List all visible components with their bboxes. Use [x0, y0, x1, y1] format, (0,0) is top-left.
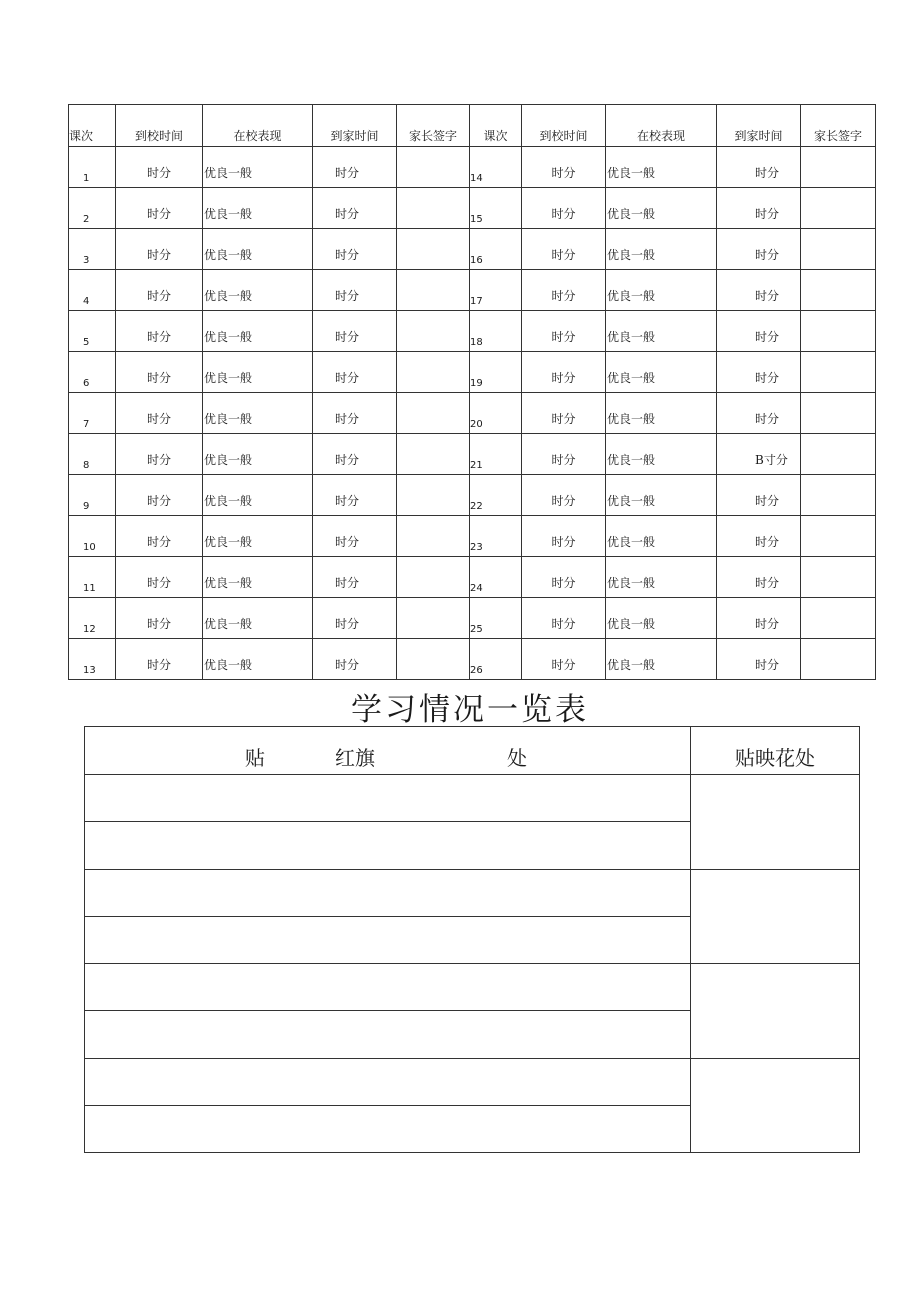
lesson-number: 17 — [470, 270, 522, 311]
arrive-school-time: 时分 — [522, 352, 606, 393]
sticker-cell[interactable] — [691, 775, 860, 869]
lesson-number: 9 — [69, 475, 116, 516]
parent-signature[interactable] — [801, 475, 876, 516]
header-performance: 在校表现 — [203, 105, 313, 147]
performance-grade: 优良一般 — [203, 475, 313, 516]
parent-signature[interactable] — [397, 516, 470, 557]
header-arrive-home: 到家时间 — [717, 105, 801, 147]
lesson-number: 23 — [470, 516, 522, 557]
attendance-row — [69, 393, 876, 434]
lesson-number: 6 — [69, 352, 116, 393]
arrive-school-time: 时分 — [522, 229, 606, 270]
performance-grade: 优良一般 — [203, 311, 313, 352]
attendance-row — [69, 475, 876, 516]
lesson-number: 3 — [69, 229, 116, 270]
performance-grade: 优良一般 — [606, 229, 717, 270]
sticker-header: 贴映花处 — [691, 727, 860, 775]
lesson-number: 22 — [470, 475, 522, 516]
arrive-home-time: 时分 — [313, 516, 397, 557]
performance-grade: 优良一般 — [203, 598, 313, 639]
performance-grade: 优良一般 — [606, 147, 717, 188]
parent-signature[interactable] — [801, 516, 876, 557]
arrive-home-time: 时分 — [717, 639, 801, 680]
performance-grade: 优良一般 — [606, 434, 717, 475]
arrive-home-time: 时分 — [717, 188, 801, 229]
arrive-school-time: 时分 — [522, 434, 606, 475]
red-flag-header — [85, 727, 691, 775]
arrive-home-time: 时分 — [717, 557, 801, 598]
lesson-number: 21 — [470, 434, 522, 475]
arrive-home-time: 时分 — [313, 598, 397, 639]
parent-signature[interactable] — [397, 311, 470, 352]
performance-grade: 优良一般 — [606, 516, 717, 557]
red-flag-label-3: 处 — [507, 746, 527, 771]
lesson-number: 10 — [69, 516, 116, 557]
parent-signature[interactable] — [801, 147, 876, 188]
attendance-row — [69, 270, 876, 311]
arrive-school-time: 时分 — [116, 598, 203, 639]
red-flag-label-2: 红旗 — [335, 746, 375, 771]
parent-signature[interactable] — [801, 639, 876, 680]
lesson-number: 5 — [69, 311, 116, 352]
attendance-row — [69, 516, 876, 557]
arrive-school-time: 时分 — [116, 557, 203, 598]
red-flag-cell[interactable] — [85, 1105, 691, 1152]
red-flag-cell[interactable] — [85, 869, 691, 916]
overview-header-row — [85, 727, 860, 775]
red-flag-cell[interactable] — [85, 1011, 691, 1058]
arrive-home-time: 时分 — [313, 475, 397, 516]
red-flag-cell[interactable] — [85, 964, 691, 1011]
red-flag-cell[interactable] — [85, 822, 691, 869]
parent-signature[interactable] — [397, 393, 470, 434]
lesson-number: 12 — [69, 598, 116, 639]
arrive-home-time: 时分 — [717, 516, 801, 557]
arrive-home-time: 时分 — [313, 557, 397, 598]
arrive-home-time: 时分 — [717, 352, 801, 393]
performance-grade: 优良一般 — [203, 516, 313, 557]
performance-grade: 优良一般 — [203, 393, 313, 434]
attendance-row — [69, 598, 876, 639]
red-flag-label-1: 贴 — [245, 746, 265, 771]
arrive-home-time: 时分 — [313, 188, 397, 229]
parent-signature[interactable] — [397, 475, 470, 516]
arrive-school-time: 时分 — [116, 393, 203, 434]
performance-grade: 优良一般 — [203, 188, 313, 229]
performance-grade: 优良一般 — [203, 229, 313, 270]
sticker-cell[interactable] — [691, 964, 860, 1058]
performance-grade: 优良一般 — [606, 270, 717, 311]
performance-grade: 优良一般 — [203, 557, 313, 598]
parent-signature[interactable] — [801, 557, 876, 598]
header-lesson: 课次 — [470, 105, 522, 147]
lesson-number: 19 — [470, 352, 522, 393]
overview-table — [84, 726, 860, 1153]
parent-signature[interactable] — [801, 188, 876, 229]
sticker-cell[interactable] — [691, 1058, 860, 1152]
parent-signature[interactable] — [397, 270, 470, 311]
parent-signature[interactable] — [397, 557, 470, 598]
header-performance: 在校表现 — [606, 105, 717, 147]
attendance-header-row — [69, 105, 876, 147]
performance-grade: 优良一般 — [203, 639, 313, 680]
performance-grade: 优良一般 — [606, 598, 717, 639]
arrive-school-time: 时分 — [522, 598, 606, 639]
page-title: 学习情况一览表 — [351, 692, 589, 728]
red-flag-cell[interactable] — [85, 916, 691, 963]
parent-signature[interactable] — [801, 434, 876, 475]
performance-grade: 优良一般 — [606, 311, 717, 352]
lesson-number: 26 — [470, 639, 522, 680]
lesson-number: 18 — [470, 311, 522, 352]
attendance-row — [69, 352, 876, 393]
arrive-school-time: 时分 — [522, 475, 606, 516]
arrive-school-time: 时分 — [116, 516, 203, 557]
performance-grade: 优良一般 — [606, 639, 717, 680]
lesson-number: 11 — [69, 557, 116, 598]
attendance-row — [69, 557, 876, 598]
lesson-number: 16 — [470, 229, 522, 270]
arrive-school-time: 时分 — [116, 147, 203, 188]
arrive-school-time: 时分 — [522, 557, 606, 598]
arrive-school-time: 时分 — [522, 393, 606, 434]
header-arrive-school: 到校时间 — [522, 105, 606, 147]
parent-signature[interactable] — [397, 598, 470, 639]
header-parent-sign: 家长签字 — [397, 105, 470, 147]
red-flag-cell[interactable] — [85, 1058, 691, 1105]
parent-signature[interactable] — [397, 352, 470, 393]
performance-grade: 优良一般 — [606, 352, 717, 393]
arrive-school-time: 时分 — [522, 270, 606, 311]
header-arrive-school: 到校时间 — [116, 105, 203, 147]
lesson-number: 20 — [470, 393, 522, 434]
arrive-home-time: 时分 — [313, 352, 397, 393]
arrive-school-time: 时分 — [116, 475, 203, 516]
arrive-school-time: 时分 — [116, 352, 203, 393]
parent-signature[interactable] — [397, 188, 470, 229]
arrive-school-time: 时分 — [116, 639, 203, 680]
arrive-school-time: 时分 — [522, 516, 606, 557]
arrive-home-time: 时分 — [313, 147, 397, 188]
performance-grade: 优良一般 — [203, 352, 313, 393]
arrive-school-time: 时分 — [116, 229, 203, 270]
lesson-number: 2 — [69, 188, 116, 229]
parent-signature[interactable] — [397, 229, 470, 270]
performance-grade: 优良一般 — [606, 393, 717, 434]
arrive-school-time: 时分 — [116, 434, 203, 475]
performance-grade: 优良一般 — [606, 557, 717, 598]
arrive-school-time: 时分 — [522, 639, 606, 680]
arrive-school-time: 时分 — [522, 311, 606, 352]
performance-grade: 优良一般 — [203, 147, 313, 188]
arrive-home-time: 时分 — [313, 311, 397, 352]
parent-signature[interactable] — [801, 229, 876, 270]
header-arrive-home: 到家时间 — [313, 105, 397, 147]
arrive-home-time: 时分 — [717, 147, 801, 188]
lesson-number: 14 — [470, 147, 522, 188]
parent-signature[interactable] — [397, 639, 470, 680]
arrive-home-time: 时分 — [313, 434, 397, 475]
arrive-school-time: 时分 — [116, 270, 203, 311]
performance-grade: 优良一般 — [203, 434, 313, 475]
attendance-row — [69, 311, 876, 352]
parent-signature[interactable] — [801, 598, 876, 639]
arrive-home-time: 时分 — [717, 475, 801, 516]
arrive-school-time: 时分 — [522, 188, 606, 229]
arrive-home-time: B寸分 — [717, 434, 801, 475]
parent-signature[interactable] — [801, 393, 876, 434]
arrive-home-time: 时分 — [313, 270, 397, 311]
performance-grade: 优良一般 — [203, 270, 313, 311]
arrive-home-time: 时分 — [717, 229, 801, 270]
lesson-number: 15 — [470, 188, 522, 229]
attendance-row — [69, 188, 876, 229]
arrive-home-time: 时分 — [717, 270, 801, 311]
attendance-row — [69, 434, 876, 475]
performance-grade: 优良一般 — [606, 188, 717, 229]
parent-signature[interactable] — [801, 270, 876, 311]
arrive-school-time: 时分 — [522, 147, 606, 188]
lesson-number: 8 — [69, 434, 116, 475]
lesson-number: 1 — [69, 147, 116, 188]
attendance-row — [69, 639, 876, 680]
parent-signature[interactable] — [801, 311, 876, 352]
lesson-number: 4 — [69, 270, 116, 311]
arrive-home-time: 时分 — [313, 229, 397, 270]
parent-signature[interactable] — [397, 434, 470, 475]
attendance-row — [69, 147, 876, 188]
parent-signature[interactable] — [801, 352, 876, 393]
arrive-school-time: 时分 — [116, 311, 203, 352]
arrive-home-time: 时分 — [313, 639, 397, 680]
lesson-number: 13 — [69, 639, 116, 680]
attendance-table — [68, 104, 876, 680]
sticker-cell[interactable] — [691, 869, 860, 963]
lesson-number: 24 — [470, 557, 522, 598]
lesson-number: 25 — [470, 598, 522, 639]
arrive-school-time: 时分 — [116, 188, 203, 229]
lesson-number: 7 — [69, 393, 116, 434]
arrive-home-time: 时分 — [313, 393, 397, 434]
red-flag-cell[interactable] — [85, 775, 691, 822]
arrive-home-time: 时分 — [717, 311, 801, 352]
header-parent-sign: 家长签字 — [801, 105, 876, 147]
attendance-row — [69, 229, 876, 270]
performance-grade: 优良一般 — [606, 475, 717, 516]
header-lesson: 课次 — [69, 105, 116, 147]
parent-signature[interactable] — [397, 147, 470, 188]
arrive-home-time: 时分 — [717, 393, 801, 434]
arrive-home-time: 时分 — [717, 598, 801, 639]
